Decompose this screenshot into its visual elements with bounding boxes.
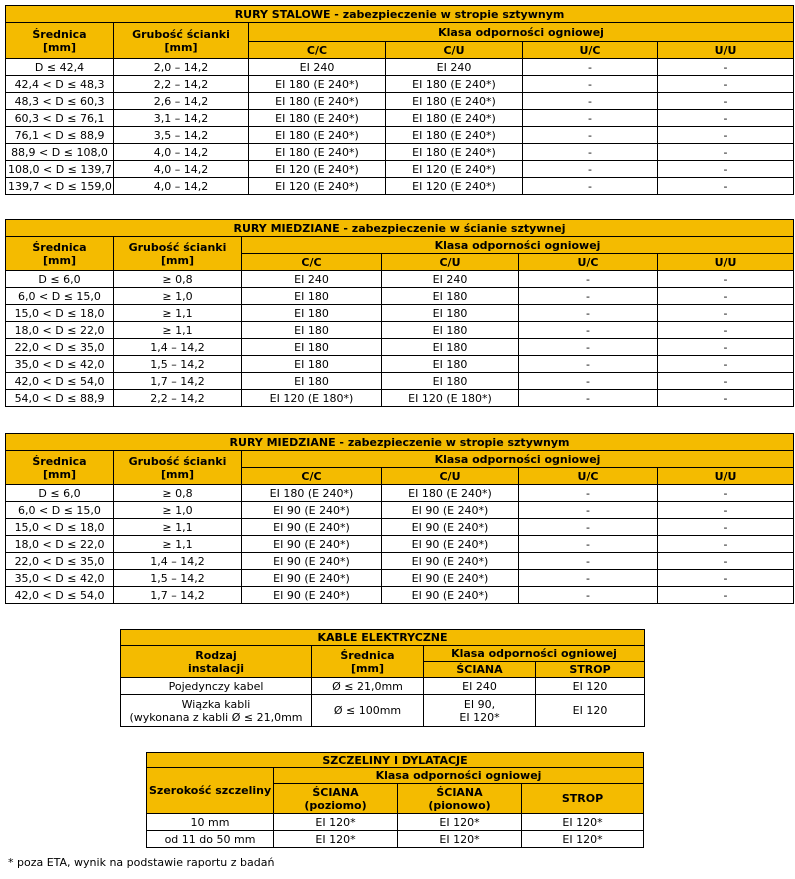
table-cell: ≥ 1,1	[114, 519, 242, 536]
table-cell: ≥ 1,0	[114, 288, 242, 305]
table-row	[6, 161, 794, 178]
table-cell: EI 90 (E 240*)	[382, 553, 519, 570]
table-row	[147, 814, 644, 831]
table-cell: EI 120 (E 240*)	[386, 178, 523, 195]
table-cell: -	[658, 161, 794, 178]
table-cell: EI 180	[242, 339, 382, 356]
table-cell: 1,7 – 14,2	[114, 587, 242, 604]
table-cell: EI 90 (E 240*)	[242, 536, 382, 553]
table-cell: -	[523, 93, 658, 110]
table-cell: 1,7 – 14,2	[114, 373, 242, 390]
uc-header: U/C	[519, 254, 658, 271]
table-cell: -	[519, 502, 658, 519]
table-cell: -	[658, 485, 794, 502]
table-cell: 35,0 < D ≤ 42,0	[6, 356, 114, 373]
table-cell: -	[658, 178, 794, 195]
table-cell: 4,0 – 14,2	[114, 144, 249, 161]
table-cell: 2,2 – 14,2	[114, 390, 242, 407]
table-cell: EI 240	[249, 59, 386, 76]
table-cell: EI 180 (E 240*)	[249, 76, 386, 93]
table-row	[6, 59, 794, 76]
table-cell: EI 180 (E 240*)	[386, 76, 523, 93]
table-cell: -	[658, 59, 794, 76]
table-row	[6, 127, 794, 144]
table-cell: EI 180 (E 240*)	[386, 93, 523, 110]
table-cell: EI 120*	[522, 831, 644, 848]
table-cell: 108,0 < D ≤ 139,7	[6, 161, 114, 178]
table-cell: -	[658, 76, 794, 93]
table-cell: EI 90 (E 240*)	[382, 570, 519, 587]
table-cell: -	[519, 390, 658, 407]
table-cell: EI 120*	[398, 831, 522, 848]
table-row	[6, 356, 794, 373]
table-cell: 42,0 < D ≤ 54,0	[6, 373, 114, 390]
table-cell: -	[658, 110, 794, 127]
table-cell: -	[658, 144, 794, 161]
cu-header: C/U	[386, 42, 523, 59]
table-cell: EI 180	[382, 339, 519, 356]
uu-header: U/U	[658, 468, 794, 485]
table-cell: EI 120 (E 180*)	[242, 390, 382, 407]
table-cell: EI 120 (E 240*)	[386, 161, 523, 178]
table-cell: 15,0 < D ≤ 18,0	[6, 519, 114, 536]
table-cell: 10 mm	[147, 814, 274, 831]
cell: Ø ≤ 21,0mm	[312, 678, 424, 695]
diameter-unit: [mm]	[43, 40, 76, 54]
table-cell: EI 180 (E 240*)	[386, 110, 523, 127]
install-type-header-2: instalacji	[187, 661, 245, 675]
uc-header: U/C	[523, 42, 658, 59]
table-cell: -	[658, 288, 794, 305]
table-cell: -	[658, 553, 794, 570]
table-row	[6, 536, 794, 553]
table-cell: EI 180 (E 240*)	[242, 485, 382, 502]
table-cell: EI 180	[242, 288, 382, 305]
table-cell: ≥ 1,1	[114, 536, 242, 553]
table-cell: 2,6 – 14,2	[114, 93, 249, 110]
table-cell: -	[523, 76, 658, 93]
table-cell: -	[519, 570, 658, 587]
table-cell: -	[658, 390, 794, 407]
diameter-header: Średnica	[32, 454, 87, 468]
table-cell: EI 120*	[522, 814, 644, 831]
table-cell: -	[658, 373, 794, 390]
table-row	[6, 519, 794, 536]
table-cell: 1,4 – 14,2	[114, 339, 242, 356]
table-cell: -	[519, 305, 658, 322]
table-cell: EI 90 (E 240*)	[382, 587, 519, 604]
table-row	[6, 502, 794, 519]
cell: EI 120*	[459, 710, 500, 724]
table-cell: 88,9 < D ≤ 108,0	[6, 144, 114, 161]
table-cell: 42,0 < D ≤ 54,0	[6, 587, 114, 604]
diameter-header: Średnica	[32, 240, 87, 254]
table-cell: -	[658, 502, 794, 519]
table-cell: -	[523, 178, 658, 195]
table-cell: EI 180 (E 240*)	[249, 93, 386, 110]
table-cell: EI 120 (E 180*)	[382, 390, 519, 407]
table-cell: EI 90 (E 240*)	[382, 502, 519, 519]
table-cell: EI 180	[242, 373, 382, 390]
table-cell: -	[519, 553, 658, 570]
table-row	[6, 305, 794, 322]
table-cell: EI 180	[242, 356, 382, 373]
table-cell: EI 90 (E 240*)	[382, 536, 519, 553]
table-cell: 22,0 < D ≤ 35,0	[6, 339, 114, 356]
cell: EI 90,	[463, 697, 496, 711]
table-cell: 4,0 – 14,2	[114, 161, 249, 178]
table-cell: 2,0 – 14,2	[114, 59, 249, 76]
table-cell: EI 180	[382, 373, 519, 390]
footnote: * poza ETA, wynik na podstawie raportu z badań	[8, 856, 275, 869]
table-cell: -	[658, 322, 794, 339]
table-cell: -	[519, 519, 658, 536]
table-cell: -	[519, 373, 658, 390]
table-cell: EI 180 (E 240*)	[249, 110, 386, 127]
table-cell: 3,5 – 14,2	[114, 127, 249, 144]
wall-header: Grubość ścianki	[132, 27, 230, 41]
table-cell: -	[523, 161, 658, 178]
fire-class-header: Klasa odporności ogniowej	[249, 23, 794, 42]
table-cell: D ≤ 42,4	[6, 59, 114, 76]
table-cell: 22,0 < D ≤ 35,0	[6, 553, 114, 570]
table-cell: EI 180	[382, 305, 519, 322]
table-cell: 15,0 < D ≤ 18,0	[6, 305, 114, 322]
table-cell: EI 180 (E 240*)	[249, 144, 386, 161]
table-row	[121, 678, 645, 695]
table-cell: EI 120 (E 240*)	[249, 161, 386, 178]
table-row	[6, 110, 794, 127]
table-cell: EI 240	[386, 59, 523, 76]
cc-header: C/C	[249, 42, 386, 59]
table-cell: -	[519, 322, 658, 339]
table-cell: ≥ 1,0	[114, 502, 242, 519]
table-cell: EI 90 (E 240*)	[242, 553, 382, 570]
table-cell: -	[658, 339, 794, 356]
install-type-header: Rodzaj	[195, 648, 237, 662]
table-cell: EI 120 (E 240*)	[249, 178, 386, 195]
table-cell: 4,0 – 14,2	[114, 178, 249, 195]
copper-pipes-floor-table	[5, 433, 794, 604]
table-title: SZCZELINY I DYLATACJE	[147, 753, 644, 768]
wall-header: Grubość ścianki	[128, 454, 227, 468]
table-row	[121, 695, 645, 727]
wall-horizontal-header: ŚCIANA	[312, 785, 359, 799]
table-cell: -	[658, 519, 794, 536]
table-cell: od 11 do 50 mm	[147, 831, 274, 848]
electric-cables-table	[120, 629, 645, 727]
table-cell: EI 240	[382, 271, 519, 288]
table-cell: -	[519, 339, 658, 356]
table-cell: 1,5 – 14,2	[114, 356, 242, 373]
table-cell: EI 180	[382, 288, 519, 305]
table-cell: -	[658, 536, 794, 553]
table-cell: -	[658, 587, 794, 604]
cell: Ø ≤ 100mm	[312, 695, 424, 727]
table-cell: 35,0 < D ≤ 42,0	[6, 570, 114, 587]
table-cell: 18,0 < D ≤ 22,0	[6, 322, 114, 339]
table-cell: -	[519, 356, 658, 373]
table-cell: 54,0 < D ≤ 88,9	[6, 390, 114, 407]
table-cell: 42,4 < D ≤ 48,3	[6, 76, 114, 93]
table-cell: 6,0 < D ≤ 15,0	[6, 288, 114, 305]
wall-unit: [mm]	[161, 467, 194, 481]
table-cell: EI 180 (E 240*)	[386, 144, 523, 161]
table-cell: -	[519, 536, 658, 553]
table-cell: EI 180	[242, 322, 382, 339]
table-row	[6, 570, 794, 587]
table-title: KABLE ELEKTRYCZNE	[121, 630, 645, 646]
table-cell: EI 180	[382, 322, 519, 339]
table-cell: EI 90 (E 240*)	[242, 587, 382, 604]
table-cell: -	[658, 305, 794, 322]
wall-vertical-header: ŚCIANA	[436, 785, 483, 799]
table-cell: -	[523, 144, 658, 161]
table-row	[6, 587, 794, 604]
cu-header: C/U	[382, 254, 519, 271]
table-cell: -	[658, 356, 794, 373]
table-cell: ≥ 0,8	[114, 271, 242, 288]
table-title: RURY STALOWE - zabezpieczenie w stropie sztywnym	[6, 6, 794, 23]
floor-header: STROP	[522, 784, 644, 814]
table-cell: EI 180	[382, 356, 519, 373]
table-row	[6, 93, 794, 110]
table-cell: -	[523, 127, 658, 144]
table-cell: 60,3 < D ≤ 76,1	[6, 110, 114, 127]
table-cell: EI 180 (E 240*)	[386, 127, 523, 144]
table-cell: 139,7 < D ≤ 159,0	[6, 178, 114, 195]
table-cell: D ≤ 6,0	[6, 485, 114, 502]
table-cell: EI 120*	[398, 814, 522, 831]
cc-header: C/C	[242, 254, 382, 271]
table-cell: -	[519, 288, 658, 305]
table-row	[6, 339, 794, 356]
copper-pipes-wall-table	[5, 219, 794, 407]
uu-header: U/U	[658, 42, 794, 59]
table-row	[147, 831, 644, 848]
table-title: RURY MIEDZIANE - zabezpieczenie w ścianie sztywnej	[6, 220, 794, 237]
cu-header: C/U	[382, 468, 519, 485]
wall-vertical-sub: (pionowo)	[428, 798, 491, 812]
table-cell: -	[658, 93, 794, 110]
table-row	[6, 76, 794, 93]
table-title: RURY MIEDZIANE - zabezpieczenie w stropie sztywnym	[6, 434, 794, 451]
table-cell: -	[519, 271, 658, 288]
table-cell: EI 240	[242, 271, 382, 288]
table-cell: -	[658, 127, 794, 144]
table-row	[6, 373, 794, 390]
diameter-unit: [mm]	[43, 467, 76, 481]
table-cell: -	[523, 59, 658, 76]
cell: Wiązka kabli	[181, 697, 251, 711]
fire-class-header: Klasa odporności ogniowej	[274, 768, 644, 784]
cell: EI 120	[536, 695, 645, 727]
cell: (wykonana z kabli Ø ≤ 21,0mm	[129, 710, 303, 724]
table-cell: EI 90 (E 240*)	[242, 519, 382, 536]
table-cell: 3,1 – 14,2	[114, 110, 249, 127]
table-cell: EI 180 (E 240*)	[382, 485, 519, 502]
table-row	[6, 390, 794, 407]
steel-pipes-floor-table	[5, 5, 794, 195]
table-row	[6, 485, 794, 502]
table-cell: EI 120*	[274, 814, 398, 831]
wall-header: Grubość ścianki	[128, 240, 227, 254]
cell: EI 240	[424, 678, 536, 695]
floor-header: STROP	[536, 662, 645, 678]
uc-header: U/C	[519, 468, 658, 485]
table-row	[6, 322, 794, 339]
table-cell: EI 90 (E 240*)	[242, 502, 382, 519]
uu-header: U/U	[658, 254, 794, 271]
table-row	[6, 144, 794, 161]
wall-unit: [mm]	[161, 253, 194, 267]
gaps-dilatations-table	[146, 752, 644, 848]
cell: EI 120	[536, 678, 645, 695]
cc-header: C/C	[242, 468, 382, 485]
cell: Pojedynczy kabel	[121, 678, 312, 695]
table-cell: -	[519, 485, 658, 502]
table-cell: 76,1 < D ≤ 88,9	[6, 127, 114, 144]
table-cell: ≥ 1,1	[114, 305, 242, 322]
diameter-unit: [mm]	[351, 661, 384, 675]
diameter-header: Średnica	[32, 27, 87, 41]
table-cell: D ≤ 6,0	[6, 271, 114, 288]
table-cell: ≥ 1,1	[114, 322, 242, 339]
fire-class-header: Klasa odporności ogniowej	[242, 237, 794, 254]
table-cell: EI 180 (E 240*)	[249, 127, 386, 144]
wall-header: ŚCIANA	[424, 662, 536, 678]
table-cell: 6,0 < D ≤ 15,0	[6, 502, 114, 519]
fire-class-header: Klasa odporności ogniowej	[424, 646, 645, 662]
table-cell: -	[658, 271, 794, 288]
gap-width-header: Szerokość szczeliny	[147, 768, 274, 814]
diameter-unit: [mm]	[43, 253, 76, 267]
table-cell: 1,5 – 14,2	[114, 570, 242, 587]
table-cell: EI 180	[242, 305, 382, 322]
table-cell: -	[523, 110, 658, 127]
table-cell: 1,4 – 14,2	[114, 553, 242, 570]
table-cell: 2,2 – 14,2	[114, 76, 249, 93]
table-row	[6, 288, 794, 305]
table-cell: ≥ 0,8	[114, 485, 242, 502]
table-cell: -	[658, 570, 794, 587]
table-cell: EI 90 (E 240*)	[242, 570, 382, 587]
table-row	[6, 553, 794, 570]
wall-horizontal-sub: (poziomo)	[304, 798, 367, 812]
table-cell: 48,3 < D ≤ 60,3	[6, 93, 114, 110]
table-row	[6, 178, 794, 195]
table-cell: -	[519, 587, 658, 604]
fire-class-header: Klasa odporności ogniowej	[242, 451, 794, 468]
table-cell: EI 120*	[274, 831, 398, 848]
table-cell: 18,0 < D ≤ 22,0	[6, 536, 114, 553]
table-row	[6, 271, 794, 288]
diameter-header: Średnica	[340, 648, 395, 662]
wall-unit: [mm]	[164, 40, 198, 54]
table-cell: EI 90 (E 240*)	[382, 519, 519, 536]
